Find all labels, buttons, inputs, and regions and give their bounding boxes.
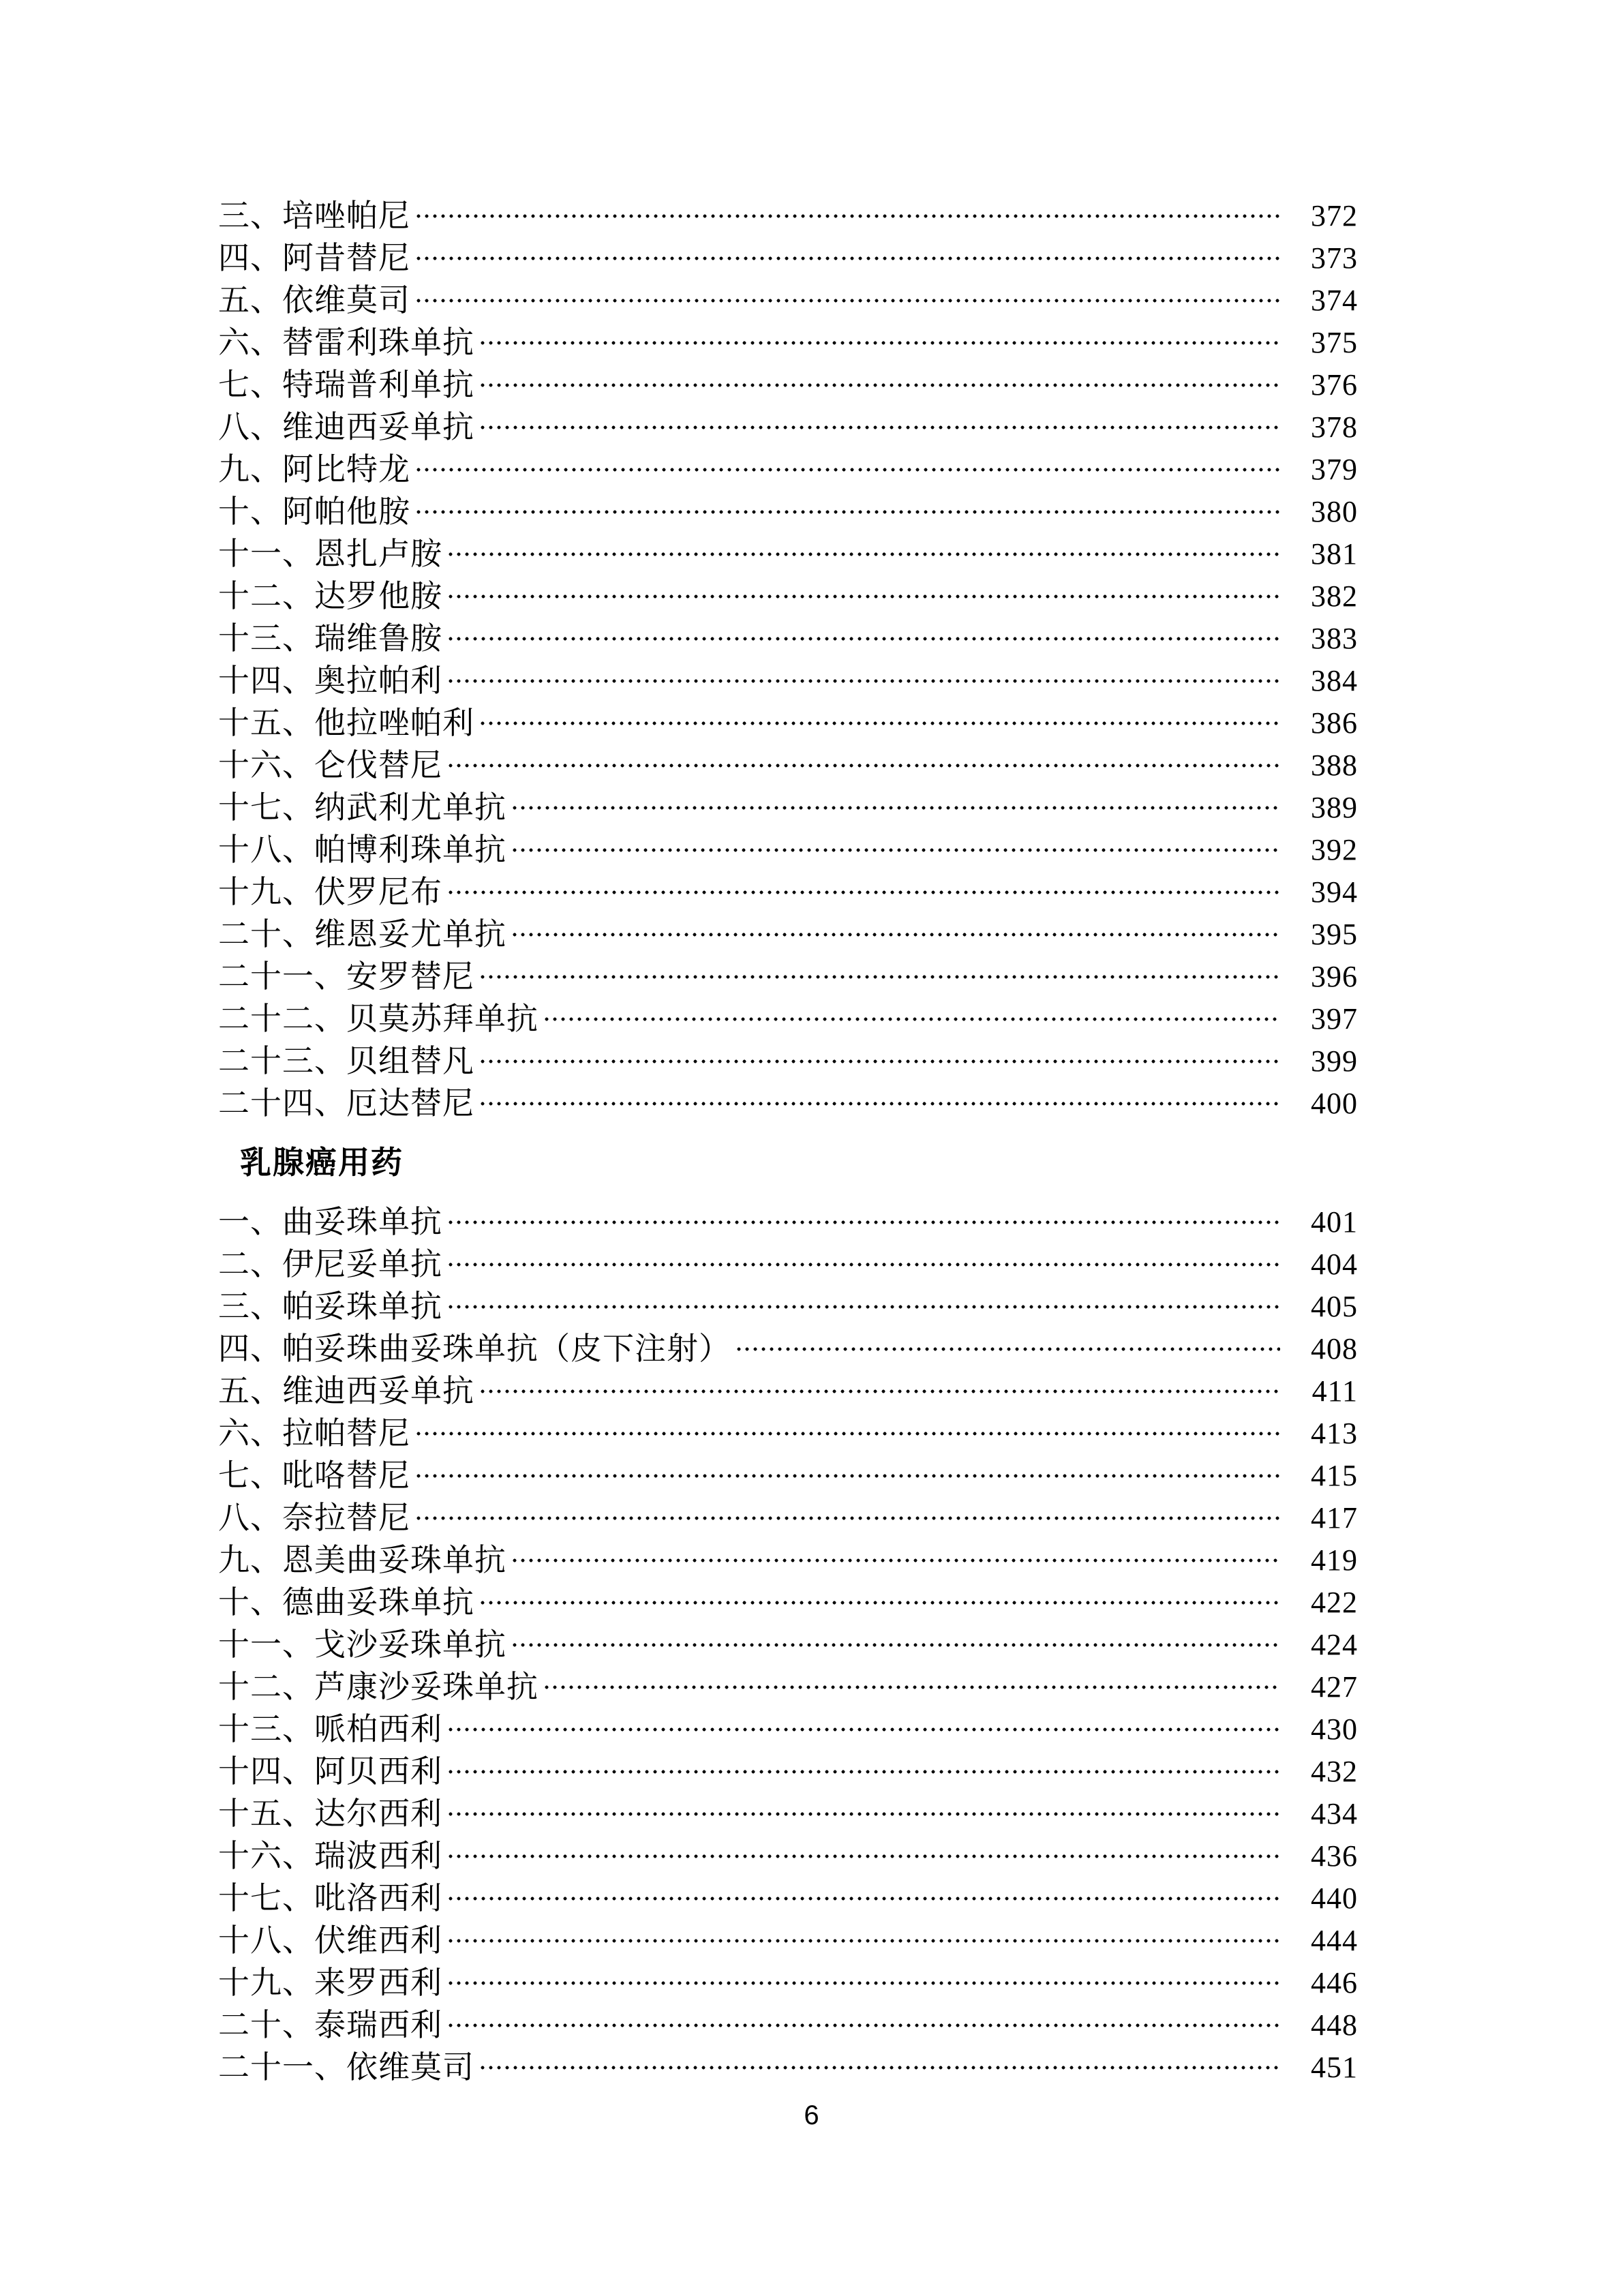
toc-entry[interactable]	[218, 1286, 1358, 1328]
toc-entry-label: 三、培唑帕尼	[218, 198, 410, 233]
toc-entry-page-number: 434	[1311, 1797, 1358, 1830]
toc-entry-label: 二十二、贝莫苏拜单抗	[218, 1001, 539, 1036]
section-heading: 乳腺癌用药	[240, 1145, 404, 1180]
toc-entry-label: 二十一、依维莫司	[218, 2050, 474, 2085]
toc-entry-label: 十二、达罗他胺	[218, 579, 442, 614]
dot-leader	[446, 1877, 1280, 1920]
toc-entry[interactable]	[218, 2046, 1358, 2089]
toc-entry[interactable]	[218, 1370, 1358, 1413]
toc-entry-label: 四、帕妥珠曲妥珠单抗（皮下注射）	[218, 1331, 731, 1366]
toc-entry-page-number: 373	[1311, 241, 1358, 275]
toc-entry[interactable]	[218, 364, 1358, 406]
toc-entry[interactable]	[218, 1497, 1358, 1539]
toc-entry-label: 十八、帕博利珠单抗	[218, 832, 506, 867]
toc-entry-label: 六、拉帕替尼	[218, 1416, 410, 1451]
toc-entry-label: 二十、泰瑞西利	[218, 2008, 442, 2042]
toc-entry-label: 十五、他拉唑帕利	[218, 706, 474, 740]
dot-leader	[479, 2046, 1280, 2089]
toc-entry-page-number: 383	[1311, 622, 1358, 655]
toc-entry-page-number: 372	[1311, 199, 1358, 232]
dot-leader	[446, 533, 1280, 575]
toc-entry-label: 二十四、厄达替尼	[218, 1086, 474, 1121]
toc-entry-label: 七、吡咯替尼	[218, 1458, 410, 1493]
toc-entry-page-number: 382	[1311, 579, 1358, 613]
dot-leader	[446, 618, 1280, 660]
toc-entry[interactable]	[218, 491, 1358, 533]
dot-leader	[479, 1582, 1280, 1624]
toc-entry-page-number: 444	[1311, 1924, 1358, 1957]
toc-entry-label: 二十、维恩妥尤单抗	[218, 917, 506, 952]
toc-entry[interactable]	[218, 1751, 1358, 1793]
toc-entry[interactable]	[218, 280, 1358, 322]
toc-entry-page-number: 380	[1311, 495, 1358, 528]
dot-leader	[446, 660, 1280, 702]
toc-entry[interactable]	[218, 1243, 1358, 1286]
dot-leader	[511, 829, 1280, 871]
toc-entry-label: 十、德曲妥珠单抗	[218, 1585, 474, 1620]
toc-entry-page-number: 415	[1311, 1459, 1358, 1492]
dot-leader	[446, 1286, 1280, 1328]
dot-leader	[414, 1413, 1280, 1455]
dot-leader	[479, 1040, 1280, 1083]
dot-leader	[414, 280, 1280, 322]
toc-entry[interactable]	[218, 1877, 1358, 1920]
toc-entry-label: 十六、仑伐替尼	[218, 748, 442, 783]
dot-leader	[479, 956, 1280, 998]
toc-entry-page-number: 386	[1311, 706, 1358, 740]
toc-entry-page-number: 413	[1311, 1417, 1358, 1450]
toc-entry-page-number: 427	[1311, 1670, 1358, 1704]
toc-entry-label: 二十一、安罗替尼	[218, 959, 474, 994]
toc-entry[interactable]	[218, 787, 1358, 829]
toc-entry-label: 八、奈拉替尼	[218, 1500, 410, 1535]
toc-entry-label: 七、特瑞普利单抗	[218, 367, 474, 402]
toc-entry-label: 十五、达尔西利	[218, 1796, 442, 1831]
toc-entry[interactable]	[218, 1835, 1358, 1877]
toc-entry-page-number: 448	[1311, 2008, 1358, 2042]
toc-entry-label: 二十三、贝组替凡	[218, 1044, 474, 1078]
toc-entry-label: 十七、吡洛西利	[218, 1881, 442, 1916]
dot-leader	[543, 998, 1280, 1040]
toc-entry[interactable]	[218, 2004, 1358, 2046]
dot-leader	[446, 1793, 1280, 1835]
toc-entry-page-number: 379	[1311, 453, 1358, 486]
dot-leader	[446, 1835, 1280, 1877]
dot-leader	[543, 1666, 1280, 1708]
toc-entry[interactable]	[218, 1201, 1358, 1243]
toc-entry-page-number: 432	[1311, 1755, 1358, 1788]
toc-entry[interactable]	[218, 237, 1358, 280]
toc-entry[interactable]	[218, 1708, 1358, 1751]
toc-entry[interactable]	[218, 406, 1358, 449]
toc-entry-page-number: 430	[1311, 1712, 1358, 1746]
toc-entry-page-number: 424	[1311, 1628, 1358, 1661]
toc-entry-page-number: 408	[1311, 1332, 1358, 1365]
toc-entry-label: 十二、芦康沙妥珠单抗	[218, 1670, 539, 1704]
toc-entry-label: 四、阿昔替尼	[218, 241, 410, 275]
dot-leader	[511, 1539, 1280, 1582]
dot-leader	[446, 1201, 1280, 1243]
toc-entry-page-number: 446	[1311, 1966, 1358, 1999]
toc-entry[interactable]	[218, 575, 1358, 618]
toc-entry[interactable]	[218, 871, 1358, 913]
toc-entry-page-number: 394	[1311, 875, 1358, 909]
toc-entry[interactable]	[218, 702, 1358, 744]
toc-entry-page-number: 411	[1311, 1374, 1358, 1408]
dot-leader	[414, 491, 1280, 533]
toc-entry[interactable]	[218, 1413, 1358, 1455]
toc-entry[interactable]	[218, 322, 1358, 364]
toc-entry-page-number: 396	[1311, 960, 1358, 993]
toc-entry[interactable]	[218, 1539, 1358, 1582]
dot-leader	[479, 406, 1280, 449]
toc-entry-label: 十六、瑞波西利	[218, 1839, 442, 1873]
dot-leader	[446, 1708, 1280, 1751]
toc-entry[interactable]	[218, 449, 1358, 491]
toc-entry-label: 十一、恩扎卢胺	[218, 537, 442, 571]
toc-entry-page-number: 417	[1311, 1501, 1358, 1535]
dot-leader	[446, 1751, 1280, 1793]
toc-entry[interactable]	[218, 1455, 1358, 1497]
toc-entry[interactable]	[218, 829, 1358, 871]
toc-entry[interactable]	[218, 660, 1358, 702]
dot-leader	[511, 1624, 1280, 1666]
toc-entry[interactable]	[218, 744, 1358, 787]
toc-entry[interactable]	[218, 1962, 1358, 2004]
toc-entry-page-number: 436	[1311, 1839, 1358, 1873]
toc-entry[interactable]	[218, 1624, 1358, 1666]
toc-entry-page-number: 400	[1311, 1087, 1358, 1120]
dot-leader	[446, 1920, 1280, 1962]
dot-leader	[414, 1455, 1280, 1497]
dot-leader	[479, 322, 1280, 364]
toc-entry-label: 十八、伏维西利	[218, 1923, 442, 1958]
dot-leader	[446, 2004, 1280, 2046]
dot-leader	[446, 1243, 1280, 1286]
toc-entry[interactable]	[218, 998, 1358, 1040]
dot-leader	[735, 1328, 1280, 1370]
toc-entry[interactable]	[218, 913, 1358, 956]
dot-leader	[414, 1497, 1280, 1539]
toc-entry[interactable]	[218, 1328, 1358, 1370]
toc-entry-page-number: 405	[1311, 1290, 1358, 1323]
toc-entry-page-number: 388	[1311, 749, 1358, 782]
toc-entry[interactable]	[218, 1040, 1358, 1083]
dot-leader	[414, 195, 1280, 237]
toc-entry-page-number: 389	[1311, 791, 1358, 824]
dot-leader	[446, 871, 1280, 913]
toc-entry-label: 九、恩美曲妥珠单抗	[218, 1543, 506, 1577]
toc-sections	[218, 195, 1358, 2089]
toc-entry-page-number: 401	[1311, 1205, 1358, 1239]
toc-entry-page-number: 440	[1311, 1882, 1358, 1915]
toc-entry-label: 十三、瑞维鲁胺	[218, 621, 442, 656]
toc-entry-label: 十九、伏罗尼布	[218, 875, 442, 909]
toc-entry-label: 二、伊尼妥单抗	[218, 1247, 442, 1282]
dot-leader	[511, 913, 1280, 956]
toc-entry-label: 十三、哌柏西利	[218, 1712, 442, 1747]
toc-entry-label: 十、阿帕他胺	[218, 494, 410, 529]
toc-entry[interactable]	[218, 195, 1358, 237]
toc-entry-page-number: 384	[1311, 664, 1358, 697]
toc-entry-page-number: 404	[1311, 1248, 1358, 1281]
toc-entry[interactable]	[218, 1920, 1358, 1962]
toc-entry-label: 十四、阿贝西利	[218, 1754, 442, 1789]
toc-entry-label: 六、替雷利珠单抗	[218, 325, 474, 360]
toc-entry-page-number: 419	[1311, 1543, 1358, 1577]
toc-entry-page-number: 395	[1311, 918, 1358, 951]
page-footer	[0, 2100, 1623, 2131]
toc-entry-label: 五、依维莫司	[218, 283, 410, 318]
dot-leader	[414, 449, 1280, 491]
dot-leader	[446, 575, 1280, 618]
toc-entry-page-number: 422	[1311, 1586, 1358, 1619]
dot-leader	[479, 364, 1280, 406]
toc-entry-label: 三、帕妥珠单抗	[218, 1289, 442, 1324]
toc-entry[interactable]	[218, 533, 1358, 575]
toc-entry[interactable]	[218, 1582, 1358, 1624]
toc-entry[interactable]	[218, 1793, 1358, 1835]
toc-entry-page-number: 374	[1311, 284, 1358, 317]
toc-entry-label: 八、维迪西妥单抗	[218, 410, 474, 444]
footer-page-number: 6	[804, 2100, 819, 2130]
dot-leader	[414, 237, 1280, 280]
toc-entry-page-number: 381	[1311, 537, 1358, 571]
toc-entry-label: 一、曲妥珠单抗	[218, 1205, 442, 1239]
toc-entry-label: 五、维迪西妥单抗	[218, 1374, 474, 1408]
toc-entry-page-number: 392	[1311, 833, 1358, 866]
toc-entry[interactable]	[218, 1666, 1358, 1708]
toc-entry-page-number: 451	[1311, 2051, 1358, 2084]
toc-entry-page-number: 378	[1311, 410, 1358, 444]
toc-entry-label: 九、阿比特龙	[218, 452, 410, 487]
toc-entry-page-number: 376	[1311, 368, 1358, 402]
toc-entry[interactable]	[218, 1083, 1358, 1125]
dot-leader	[479, 1083, 1280, 1125]
toc-entry-label: 十七、纳武利尤单抗	[218, 790, 506, 825]
toc-entry-page-number: 397	[1311, 1002, 1358, 1036]
toc-entry[interactable]	[218, 618, 1358, 660]
dot-leader	[446, 1962, 1280, 2004]
dot-leader	[446, 744, 1280, 787]
toc-entry-label: 十四、奥拉帕利	[218, 663, 442, 698]
toc-entry[interactable]	[218, 956, 1358, 998]
dot-leader	[511, 787, 1280, 829]
toc-entry-label: 十一、戈沙妥珠单抗	[218, 1627, 506, 1662]
toc-entry-label: 十九、来罗西利	[218, 1965, 442, 2000]
dot-leader	[479, 702, 1280, 744]
dot-leader	[479, 1370, 1280, 1413]
toc-entry-page-number: 399	[1311, 1044, 1358, 1078]
toc-entry-page-number: 375	[1311, 326, 1358, 359]
